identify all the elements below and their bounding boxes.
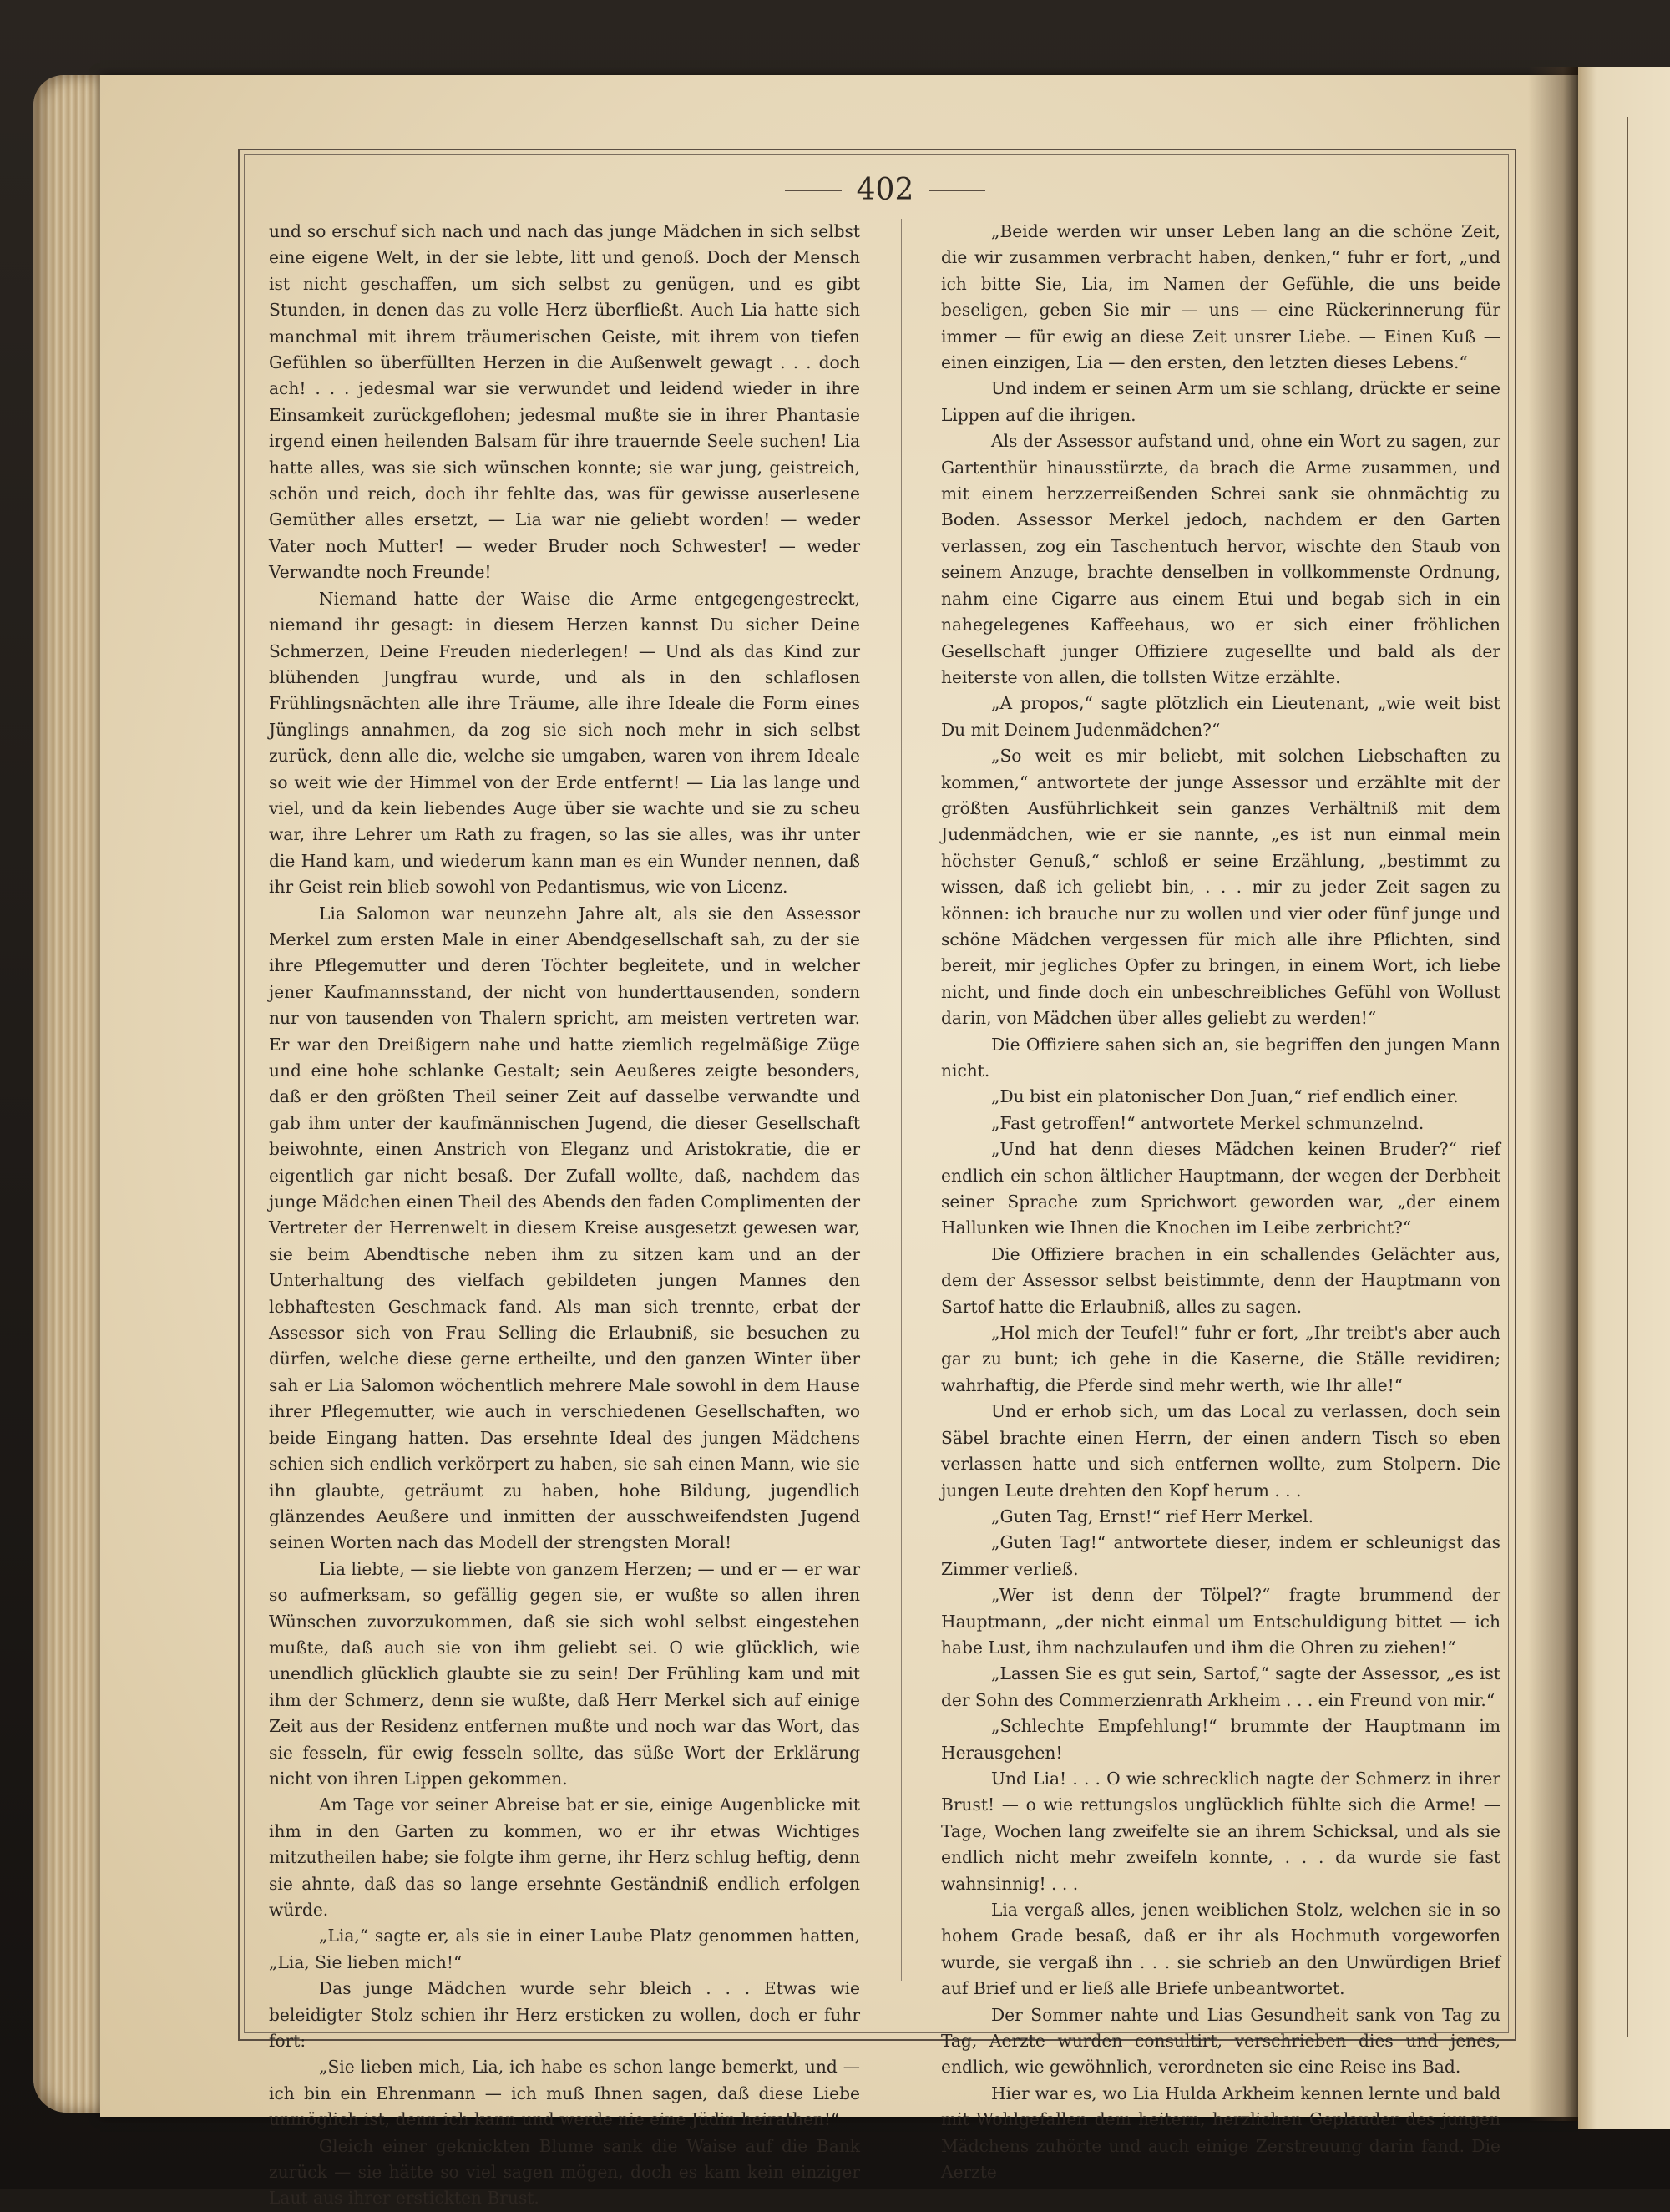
- book-gutter-shadow: [1528, 67, 1578, 2121]
- header-rule-left: [785, 190, 842, 191]
- paragraph: „Sie lieben mich, Lia, ich habe es schon lange bemerkt, und — ich bin ein Ehrenmann — ich muß Ihnen sagen, daß diese Liebe unmöglich ist, denn ich kann und werde nie eine Jüdin heirathen!“: [269, 2057, 860, 2130]
- paragraph: Gleich einer geknickten Blume sank die Waise auf die Bank zurück — sie hätte so viel sagen mögen, doch es kam kein einziger Laut aus ihrer erstickten Brust.: [269, 2135, 860, 2209]
- paragraph: „Lassen Sie es gut sein, Sartof,“ sagte der Assessor, „es ist der Sohn des Commerzienrath Arkheim . . . ein Freund von mir.“: [941, 1663, 1500, 1710]
- paragraph: Und Lia! . . . O wie schrecklich nagte der Schmerz in ihrer Brust! — o wie rettungslos unglücklich fühlte sich die Arme! — Tage, Wochen lang zweifelte sie an ihrem Schicksal, und als sie endlich nicht mehr zweifeln konnte, . . . da wurde sie fast wahnsinnig! . . .: [941, 1768, 1500, 1894]
- left-text-column: [269, 219, 860, 2209]
- paragraph: Lia vergaß alles, jenen weiblichen Stolz, welchen sie in so hohem Grade besaß, daß er ihr als Hochmuth vorgeworfen wurde, sie vergaß ihn . . . sie schrieb an den Unwürdigen Brief auf Brief und er ließ alle Briefe unbeantwortet.: [941, 1900, 1500, 1999]
- paragraph: und so erschuf sich nach und nach das junge Mädchen in sich selbst eine eigene Welt, in der sie lebte, litt und genoß. Doch der Mensch ist nicht geschaffen, um sich selbst zu genügen, und es gibt Stunden, in denen das zu volle Herz überfließt. Auch Lia hatte sich manchmal mit ihrem träumerischen Geiste, mit ihrem von tiefen Gefühlen so überfüllten Herzen in die Außenwelt gewagt . . . doch ach! . . . jedesmal war sie verwundet und leidend wieder in ihre Einsamkeit zurückgeflohen; jedesmal mußte sie in ihrer Phantasie irgend einen heilenden Balsam für ihre trauernde Seele suchen! Lia hatte alles, was sie sich wünschen konnte; sie war jung, geistreich, schön und reich, doch ihr fehlte das, was für gewisse auserlesene Gemüther alles ersetzt, — Lia war nie geliebt worden! — weder Vater noch Mutter! — weder Bruder noch Schwester! — weder Verwandte noch Freunde!: [269, 221, 860, 583]
- paragraph: Lia liebte, — sie liebte von ganzem Herzen; — und er — er war so aufmerksam, so gefällig gegen sie, er wußte so allen ihren Wünschen zuvorzukommen, daß sie sich wohl selbst eingestehen mußte, daß auch sie von ihm geliebt sei. O wie glücklich, wie unendlich glücklich glaubte sie zu sein! Der Frühling kam und mit ihm der Schmerz, denn sie wußte, daß Herr Merkel sich auf einige Zeit aus der Residenz entfernen mußte und noch war das Wort, das sie fesseln, für ewig fesseln sollte, das süße Wort der Erklärung nicht von ihren Lippen gekommen.: [269, 1558, 860, 1789]
- paragraph: „Schlechte Empfehlung!“ brummte der Hauptmann im Herausgehen!: [941, 1716, 1500, 1763]
- paragraph: Der Sommer nahte und Lias Gesundheit sank von Tag zu Tag, Aerzte wurden consultirt, verschrieben dies und jenes, endlich, wie gewöhnlich, verordneten sie eine Reise ins Bad.: [941, 2004, 1500, 2078]
- page-header: [785, 174, 985, 207]
- paragraph: „Wer ist denn der Tölpel?“ fragte brummend der Hauptmann, „der nicht einmal um Entschuldigung bittet — ich habe Lust, ihm nachzulaufen und ihm die Ohren zu ziehen!“: [941, 1585, 1500, 1658]
- paragraph: Niemand hatte der Waise die Arme entgegengestreckt, niemand ihr gesagt: in diesem Herzen kannst Du sicher Deine Schmerzen, Deine Freuden niederlegen! — Und als das Kind zur blühenden Jungfrau wurde, und als in den schlaflosen Frühlingsnächten alle ihre Träume, alle ihre Ideale die Form eines Jünglings annahmen, da zog sie sich noch mehr in sich selbst zurück, denn alle die, welche sie umgaben, waren von ihrem Ideale so weit wie der Himmel von der Erde entfernt! — Lia las lange und viel, und da kein liebendes Auge über sie wachte und sie zu scheu war, ihre Lehrer um Rath zu fragen, so las sie alles, was ihr unter die Hand kam, und wiederum kann man es ein Wunder nennen, daß ihr Geist rein blieb sowohl von Pedantismus, wie von Licenz.: [269, 588, 860, 898]
- paragraph: „So weit es mir beliebt, mit solchen Liebschaften zu kommen,“ antwortete der junge Assessor und erzählte mit der größten Ausführlichkeit sein ganzes Verhältniß mit dem Judenmädchen, wie er sie nannte, „es ist nun einmal mein höchster Genuß,“ schloß er seine Erzählung, „bestimmt zu wissen, daß ich geliebt bin, . . . mir zu jeder Zeit sagen zu können: ich brauche nur zu wollen und vier oder fünf junge und schöne Mädchen vergessen für mich alle ihre Pflichten, sind bereit, mir jegliches Opfer zu bringen, in einem Wort, ich liebe nicht, und finde doch ein unbeschreibliches Gefühl von Wollust darin, von Mädchen über alles geliebt zu werden!“: [941, 746, 1500, 1029]
- facing-page-edge: [1578, 67, 1670, 2129]
- paragraph: „A propos,“ sagte plötzlich ein Lieutenant, „wie weit bist Du mit Deinem Judenmädchen?“: [941, 693, 1500, 740]
- paragraph: Hier war es, wo Lia Hulda Arkheim kennen lernte und bald mit Wohlgefallen dem heitern, herzlichen Geplauder des jungen Mädchens zuhörte und auch einige Zerstreuung darin fand. Die Aerzte: [941, 2083, 1500, 2183]
- paragraph: „Lia,“ sagte er, als sie in einer Laube Platz genommen hatten, „Lia, Sie lieben mich!“: [269, 1926, 860, 1972]
- paragraph: Und indem er seinen Arm um sie schlang, drückte er seine Lippen auf die ihrigen.: [941, 378, 1500, 425]
- right-text-column: [941, 219, 1500, 2183]
- paragraph: Die Offiziere brachen in ein schallendes Gelächter aus, dem der Assessor selbst beistimmte, denn der Hauptmann von Sartof hatte die Erlaubniß, alles zu sagen.: [941, 1243, 1500, 1317]
- paragraph: Lia Salomon war neunzehn Jahre alt, als sie den Assessor Merkel zum ersten Male in einer Abendgesellschaft sah, zu der sie ihre Pflegemutter und deren Töchter begleitete, und in welcher jener Kaufmannsstand, der nicht von hunderttausenden, sondern nur von tausenden von Thalern spricht, am meisten vertreten war. Er war den Dreißigern nahe und hatte ziemlich regelmäßige Züge und eine hohe schlanke Gestalt; sein Aeußeres zeigte besonders, daß er den größten Theil seiner Zeit auf dasselbe verwandte und gab ihm unter der kaufmännischen Jugend, die dieser Gesellschaft beiwohnte, einen Anstrich von Eleganz und Aristokratie, die er eigentlich gar nicht besaß. Der Zufall wollte, daß, nachdem das junge Mädchen einen Theil des Abends den faden Complimenten der Vertreter der Herrenwelt in diesem Kreise ausgesetzt gewesen war, sie beim Abendtische neben ihm zu sitzen kam und an der Unterhaltung des vielfach gebildeten jungen Mannes den lebhaftesten Geschmack fand. Als man sich trennte, erbat der Assessor sich von Frau Selling die Erlaubniß, sie besuchen zu dürfen, welche diese gerne ertheilte, und den ganzen Winter über sah er Lia Salomon wöchentlich mehrere Male sowohl in dem Hause ihrer Pflegemutter, wie auch in verschiedenen Gesellschaften, wo beide Eingang hatten. Das ersehnte Ideal des jungen Mädchens schien sich endlich verkörpert zu haben, sie sah einen Mann, wie sie ihn glaubte, geträumt zu haben, hohe Bildung, jugendlich glänzendes Aeußere und inmitten der ausschweifendsten Jugend seinen Worten nach das Modell der strengsten Moral!: [269, 903, 860, 1553]
- column-divider: [901, 219, 902, 1981]
- paragraph: Als der Assessor aufstand und, ohne ein Wort zu sagen, zur Gartenthür hinausstürzte, da brach die Arme zusammen, und mit einem herzzerreißenden Schrei sank sie ohnmächtig zu Boden. Assessor Merkel jedoch, nachdem er den Garten verlassen, zog ein Taschentuch hervor, wischte den Staub von seinem Anzuge, brachte denselben in vollkommenste Ordnung, nahm eine Cigarre aus einem Etui und begab sich in ein nahegelegenes Kaffeehaus, wo er sich einer fröhlichen Gesellschaft junger Offiziere zugesellte und bald als der heiterste von allen, die tollsten Witze erzählte.: [941, 431, 1500, 687]
- paragraph: Und er erhob sich, um das Local zu verlassen, doch sein Säbel brachte einen Herrn, der einen andern Tisch so eben verlassen hatte und sich entfernen wollte, zum Stolpern. Die jungen Leute drehten den Kopf herum . . .: [941, 1401, 1500, 1501]
- paragraph: „Beide werden wir unser Leben lang an die schöne Zeit, die wir zusammen verbracht haben, denken,“ fuhr er fort, „und ich bitte Sie, Lia, im Namen der Gefühle, die uns beide beseligen, geben Sie mir — uns — eine Rückerinnerung für immer — für ewig an diese Zeit unsrer Liebe. — Einen Kuß — einen einzigen, Lia — den ersten, den letzten dieses Lebens.“: [941, 221, 1500, 373]
- paragraph: Die Offiziere sahen sich an, sie begriffen den jungen Mann nicht.: [941, 1034, 1500, 1081]
- paragraph: Am Tage vor seiner Abreise bat er sie, einige Augenblicke mit ihm in den Garten zu kommen, wo er ihr etwas Wichtiges mitzutheilen habe; sie folgte ihm gerne, ihr Herz schlug heftig, denn sie ahnte, daß das so lange ersehnte Geständniß endlich erfolgen würde.: [269, 1794, 860, 1920]
- paragraph: „Guten Tag, Ernst!“ rief Herr Merkel.: [991, 1506, 1313, 1526]
- paragraph: Das junge Mädchen wurde sehr bleich . . . Etwas wie beleidigter Stolz schien ihr Herz ersticken zu wollen, doch er fuhr fort:: [269, 1978, 860, 2052]
- facing-page-border: [1627, 117, 1628, 2037]
- header-rule-right: [929, 190, 985, 191]
- paragraph: „Fast getroffen!“ antwortete Merkel schmunzelnd.: [991, 1112, 1425, 1133]
- paragraph: „Guten Tag!“ antwortete dieser, indem er schleunigst das Zimmer verließ.: [941, 1532, 1500, 1579]
- paragraph: „Hol mich der Teufel!“ fuhr er fort, „Ihr treibt's aber auch gar zu bunt; ich gehe in die Kaserne, die Ställe revidiren; wahrhaftig, die Pferde sind mehr werth, wie Ihr alle!“: [941, 1323, 1500, 1395]
- page-number: 402: [856, 173, 914, 207]
- paragraph: „Und hat denn dieses Mädchen keinen Bruder?“ rief endlich ein schon ältlicher Hauptmann, der wegen der Derbheit seiner Sprache zum Sprichwort geworden war, „der einem Hallunken wie Ihnen die Knochen im Leibe zerbricht?“: [941, 1139, 1500, 1238]
- paragraph: „Du bist ein platonischer Don Juan,“ rief endlich einer.: [991, 1086, 1459, 1107]
